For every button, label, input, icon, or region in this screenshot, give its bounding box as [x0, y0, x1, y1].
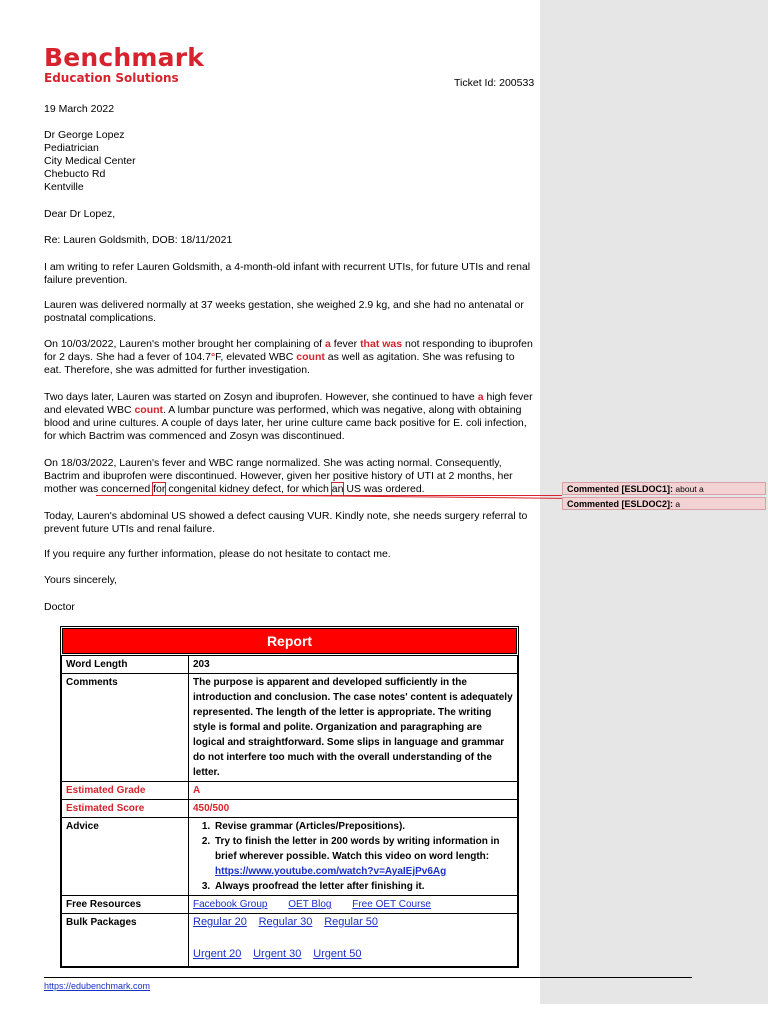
paragraph-birth: Lauren was delivered normally at 37 weeks gestation, she weighed 2.9 kg, and she had no antenatal or postnatal complications. [44, 299, 524, 324]
signature: Doctor [44, 601, 75, 613]
correction: count [134, 404, 164, 416]
advice-item [213, 879, 513, 894]
closing: Yours sincerely, [44, 574, 117, 586]
video-link[interactable]: https://www.youtube.com/watch?v=AyaIEjPv6Ag [215, 866, 447, 877]
comments-value: The purpose is apparent and developed sufficiently in the introduction and conclusion. The case notes' content is adequately represented. The length of the letter is appropriate. The writing style is formal and polite. Organization and paragraphing are logical and straightforward. Some slips in language and grammar do not interfere too much with the overall understanding of the letter. [189, 674, 518, 782]
table-row [62, 896, 518, 914]
row-label: Word Length [62, 656, 189, 674]
advice-list [193, 819, 513, 894]
link-regular-20[interactable]: Regular 20 [193, 916, 247, 928]
recipient-line: Pediatrician [44, 142, 99, 154]
text-run: US was ordered. [343, 483, 425, 495]
footer-divider [44, 977, 692, 978]
comment-anchor-2[interactable]: an [331, 483, 344, 495]
paragraph-intro: I am writing to refer Lauren Goldsmith, a 4-month-old infant with recurrent UTIs, for future UTIs and renal failure prevention. [44, 261, 531, 286]
report-title: Report [62, 628, 517, 654]
footer-link[interactable]: https://edubenchmark.com [44, 981, 151, 991]
paragraph-findings: Today, Lauren's abdominal US showed a defect causing VUR. Kindly note, she needs surgery referral to prevent future UTIs and renal failure. [44, 510, 528, 535]
re-line: Re: Lauren Goldsmith, DOB: 18/11/2021 [44, 234, 233, 246]
row-label: Advice [62, 818, 189, 896]
recipient-line: Dr George Lopez [44, 129, 125, 141]
advice-text: Try to finish the letter in 200 words by writing information in brief wherever possible. Watch this video on word length: [215, 836, 500, 862]
row-label: Free Resources [62, 896, 189, 914]
brand-logo [44, 44, 204, 85]
text-run: . A lumbar puncture was performed, which was negative, along with obtaining blood and urine cultures. A couple of days later, her urine culture came back positive for E. coli infection, for which Bactrim was commenced and Zosyn was discontinued. [44, 404, 527, 442]
advice-value [189, 818, 518, 896]
text-run: not responding to ibuprofen for 2 days. She had a fever of 104.7 [44, 338, 533, 363]
letter-date: 19 March 2022 [44, 103, 115, 115]
link-regular-50[interactable]: Regular 50 [324, 916, 379, 928]
table-row [62, 818, 518, 896]
advice-item [213, 834, 513, 879]
salutation: Dear Dr Lopez, [44, 208, 116, 220]
text-run: On 10/03/2022, Lauren's mother brought her complaining of [44, 338, 326, 350]
grade-value: A [189, 782, 518, 800]
recipient-line: Chebucto Rd [44, 168, 106, 180]
comment-label: Commented [ESLDOC1]: [567, 484, 674, 494]
brand-name: Benchmark [44, 43, 205, 72]
urgent-packages [193, 947, 513, 962]
comment-text: a [675, 499, 681, 509]
row-label: Estimated Grade [62, 782, 189, 800]
comment-anchor-1[interactable]: for [153, 483, 166, 495]
link-urgent-20[interactable]: Urgent 20 [193, 948, 242, 960]
bulk-packages [189, 914, 518, 967]
table-row [62, 782, 518, 800]
advice-item [213, 819, 513, 834]
link-urgent-30[interactable]: Urgent 30 [253, 948, 302, 960]
paragraph-closing: If you require any further information, please do not hesitate to contact me. [44, 548, 391, 560]
text-run: Two days later, Lauren was started on Zosyn and ibuprofen. However, she continued to have [44, 391, 478, 403]
correction: a [477, 391, 484, 403]
paragraph-treatment [44, 391, 534, 443]
table-row [62, 656, 518, 674]
comment-bubble[interactable] [562, 482, 766, 495]
word-length-value: 203 [189, 656, 518, 674]
paragraph-discharge [44, 457, 534, 496]
comment-text: about a [675, 484, 704, 494]
text-run: high fever and elevated WBC [44, 391, 533, 416]
link-regular-30[interactable]: Regular 30 [258, 916, 313, 928]
report-table [60, 626, 519, 968]
row-label: Estimated Score [62, 800, 189, 818]
link-urgent-50[interactable]: Urgent 50 [313, 948, 362, 960]
text-run: fever [330, 338, 361, 350]
score-value: 450/500 [189, 800, 518, 818]
link-oet-blog[interactable]: OET Blog [288, 899, 332, 910]
paragraph-admission [44, 338, 534, 377]
free-resources [189, 896, 518, 914]
link-facebook-group[interactable]: Facebook Group [193, 899, 268, 910]
correction: that was [360, 338, 403, 350]
advice-text: Always proofread the letter after finishing it. [215, 881, 425, 892]
table-row [62, 800, 518, 818]
regular-packages [193, 915, 513, 930]
table-row [62, 914, 518, 967]
text-run: as well as agitation. She was refusing to eat. Therefore, she was admitted for further investigation. [44, 351, 515, 376]
ticket-id: Ticket Id: 200533 [454, 77, 535, 89]
recipient-line: City Medical Center [44, 155, 136, 167]
table-row [62, 674, 518, 782]
advice-text: Revise grammar (Articles/Prepositions). [215, 821, 406, 832]
correction: count [296, 351, 325, 363]
recipient-line: Kentville [44, 181, 84, 193]
comment-bubble[interactable] [562, 497, 766, 510]
comment-label: Commented [ESLDOC2]: [567, 499, 674, 509]
text-run: F, elevated WBC [215, 351, 297, 363]
brand-tagline: Education Solutions [44, 71, 179, 85]
recipient-address [44, 129, 534, 194]
correction: ° [210, 351, 216, 363]
text-run: congenital kidney defect, for which [165, 483, 332, 495]
row-label: Comments [62, 674, 189, 782]
correction: a [325, 338, 331, 350]
row-label: Bulk Packages [62, 914, 189, 967]
link-free-oet-course[interactable]: Free OET Course [352, 899, 431, 910]
text-run: On 18/03/2022, Lauren's fever and WBC range normalized. She was acting normal. Consequently, Bactrim and ibuprofen were discontinued. However, given her positive history of UTI at 2 months, her mother was concerned [44, 457, 513, 495]
